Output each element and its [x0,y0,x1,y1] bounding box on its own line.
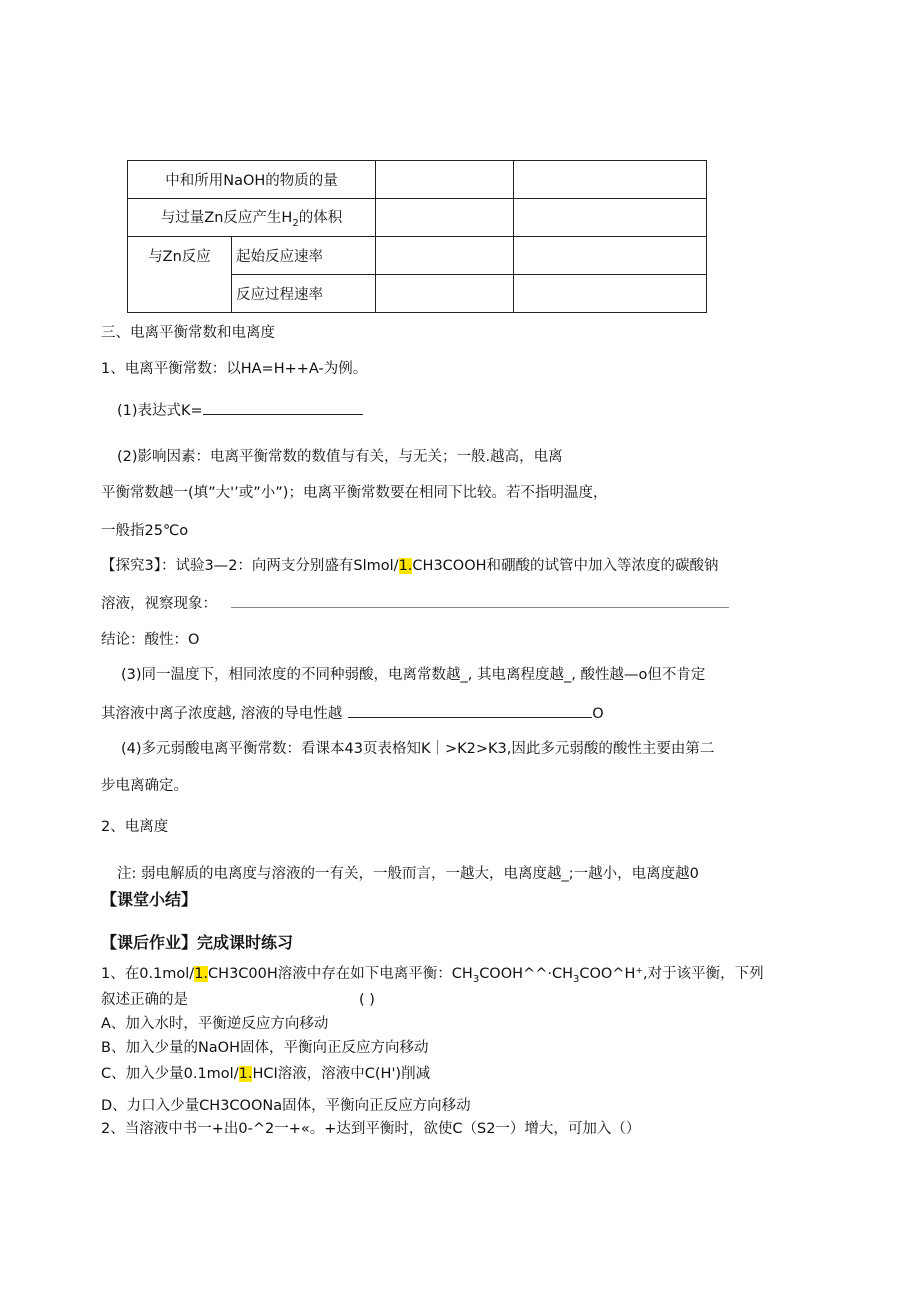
factors-line-2: 平衡常数越一(填”大'’或”小”)；电离平衡常数要在相同下比较。若不指明温度， [101,485,608,501]
para-4-line-2: 步电离确定。 [101,778,188,794]
factors-line-3: 一般指25℃o [101,523,189,539]
option-d: D、力口入少量CH3COONa固体，平衡向正反应方向移动 [101,1098,471,1114]
blank-line[interactable] [231,593,729,608]
factors-line-1: (2)影响因素：电离平衡常数的数值与有关，与无关；一般.越高，电离 [117,449,563,465]
option-c: C、加入少量0.1mol/1.HCI溶液，溶液中C(H')削减 [101,1066,431,1082]
highlight-mark: 1. [238,1066,253,1082]
expression-line: (1)表达式K= [117,400,363,421]
comparison-table [127,160,707,313]
row-label-naoh: 中和所用NaOH的物质的量 [128,161,376,199]
section-title: 三、电离平衡常数和电离度 [101,325,275,341]
question-2: 2、当溶液中书一+出0-^2一+«。+达到平衡时，欲使C（S2一）增大，可加入（） [101,1121,641,1137]
note-line: 注: 弱电解质的电离度与溶液的一有关，一般而言，一越大，电离度越_;一越小，电离度越0 [117,866,699,882]
item-2-heading: 2、电离度 [101,819,169,835]
table-row [128,237,707,275]
item-1-heading: 1、电离平衡常数：以HA=H++A-为例。 [101,361,368,377]
answer-cell[interactable] [514,237,707,275]
highlight-mark: 1. [194,966,209,982]
answer-cell[interactable] [376,161,514,199]
answer-cell[interactable] [514,161,707,199]
answer-cell[interactable] [376,199,514,237]
option-b: B、加入少量的NaOH固体，平衡向正反应方向移动 [101,1040,429,1056]
table-row [128,161,707,199]
question-1-line-1: 1、在0.1mol/1.CH3C00H溶液中存在如下电离平衡：$CH_3COOH\^{}\^{}\cdot CH_3COO\^{}H^+$,对于该平衡，下列 [101,966,764,985]
homework-heading: 【课后作业】完成课时练习 [101,933,294,952]
summary-heading: 【课堂小结】 [101,890,198,909]
row-label-process-rate: 反应过程速率 [232,275,376,313]
answer-cell[interactable] [514,199,707,237]
row-label-h2: 与过量Zn反应产生$H_2$的体积 [128,199,376,237]
para-3-line-1: (3)同一温度下，相同浓度的不同种弱酸，电离常数越_, 其电离程度越_, 酸性越—o但不肯定 [121,667,706,683]
table-row [128,199,707,237]
explore-line: 【探究3】：试验3—2：向两支分别盛有Slmol/1.CH3COOH和硼酸的试管中加入等浓度的碳酸钠 [101,558,719,574]
conclusion-line: 结论：酸性：O [101,632,200,648]
row-group-zn: 与Zn反应 [128,237,232,313]
highlight-mark: 1. [398,558,413,574]
answer-paren[interactable]: ( ) [359,992,375,1008]
answer-cell[interactable] [376,275,514,313]
option-a: A、加入水时，平衡逆反应方向移动 [101,1016,329,1032]
blank-line[interactable] [348,703,592,718]
para-4-line-1: (4)多元弱酸电离平衡常数：看课本43页表格知K｜>K2>K3,因此多元弱酸的酸性主要由第二 [121,741,715,757]
para-3-line-2: 其溶液中离子浓度越, 溶液的导电性越 O [101,703,604,724]
answer-cell[interactable] [514,275,707,313]
blank-line[interactable] [203,400,363,415]
row-label-initial-rate: 起始反应速率 [232,237,376,275]
question-1-line-2: 叙述正确的是 [101,992,188,1008]
answer-cell[interactable] [376,237,514,275]
observe-line: 溶液，视察现象： [101,593,729,614]
